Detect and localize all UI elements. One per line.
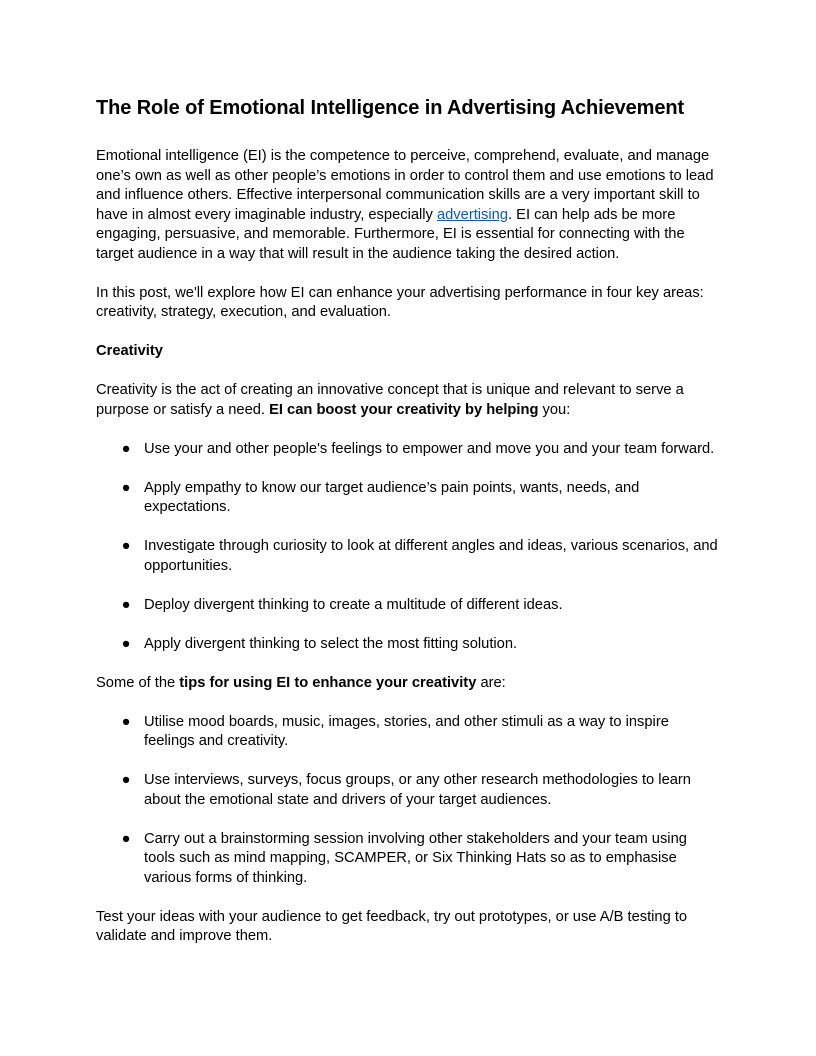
list-item-text: Use your and other people's feelings to empower and move you and your team forward. — [144, 440, 715, 457]
creativity-heading: Creativity — [96, 343, 163, 359]
creativity-definition-text: Creativity is the act of creating an innovative concept that is unique and relevant to serve a purpose or satisfy a need. — [96, 382, 684, 418]
intro-text-after-link: . EI can help ads be more engaging, persuasive, and memorable. Furthermore, EI is essential for connecting with the target audience in a way that will result in the audience taking the desired action. — [96, 206, 685, 262]
list-item-text: Investigate through curiosity to look at different angles and ideas, various scenarios, and opportunities. — [144, 538, 718, 574]
creativity-definition-bold: EI can boost your creativity by helping — [269, 401, 539, 418]
list-item — [96, 537, 720, 576]
tips-intro — [96, 674, 720, 694]
list-item-text: Deploy divergent thinking to create a multitude of different ideas. — [144, 596, 563, 613]
list-item — [96, 596, 720, 616]
tips-intro-before: Some of the — [96, 674, 180, 691]
intro-paragraph — [96, 147, 720, 264]
bullet-icon: ● — [121, 479, 131, 496]
list-item-text: Carry out a brainstorming session involving other stakeholders and your team using tools such as mind mapping, SCAMPER, or Six Thinking Hats so as to emphasise various forms of thinking. — [144, 830, 687, 886]
list-item — [96, 635, 720, 655]
tips-intro-after: are: — [476, 674, 506, 691]
bullet-icon: ● — [121, 596, 131, 613]
tips-intro-bold: tips for using EI to enhance your creativity — [179, 674, 477, 691]
ei-helps-list — [96, 440, 720, 655]
bullet-icon: ● — [121, 713, 131, 730]
bullet-icon: ● — [121, 538, 131, 554]
tips-list — [96, 713, 720, 889]
bullet-icon: ● — [121, 830, 131, 847]
bullet-icon: ● — [121, 440, 131, 457]
overview-paragraph: In this post, we'll explore how EI can enhance your advertising performance in four key areas: creativity, strategy, execution, and evaluation. — [96, 284, 704, 320]
list-item — [96, 771, 720, 810]
list-item — [96, 830, 720, 889]
creativity-definition-after: you: — [538, 401, 571, 418]
bullet-icon: ● — [121, 635, 131, 652]
intro-text-before-link: Emotional intelligence (EI) is the competence to perceive, comprehend, evaluate, and manage one’s own as well as other people’s emotions in order to control them and use emotions to lead and influence others. Effective interpersonal communication skills are a very important skill to have in almost every imaginable industry, especially — [96, 148, 714, 223]
document-title: The Role of Emotional Intelligence in Advertising Achievement — [96, 97, 685, 119]
document-page — [96, 94, 720, 966]
list-item — [96, 440, 720, 460]
creativity-definition — [96, 381, 720, 420]
closing-paragraph: Test your ideas with your audience to get feedback, try out prototypes, or use A/B testing to validate and improve them. — [96, 908, 688, 944]
list-item-text: Utilise mood boards, music, images, stories, and other stimuli as a way to inspire feelings and creativity. — [144, 713, 669, 749]
advertising-link[interactable]: advertising — [436, 206, 508, 223]
list-item — [96, 713, 720, 752]
list-item-text: Use interviews, surveys, focus groups, or any other research methodologies to learn about the emotional state and drivers of your target audiences. — [144, 772, 691, 808]
list-item — [96, 479, 720, 518]
list-item-text: Apply empathy to know our target audience’s pain points, wants, needs, and expectations. — [144, 479, 640, 515]
list-item-text: Apply divergent thinking to select the most fitting solution. — [144, 635, 518, 652]
bullet-icon: ● — [121, 772, 131, 788]
